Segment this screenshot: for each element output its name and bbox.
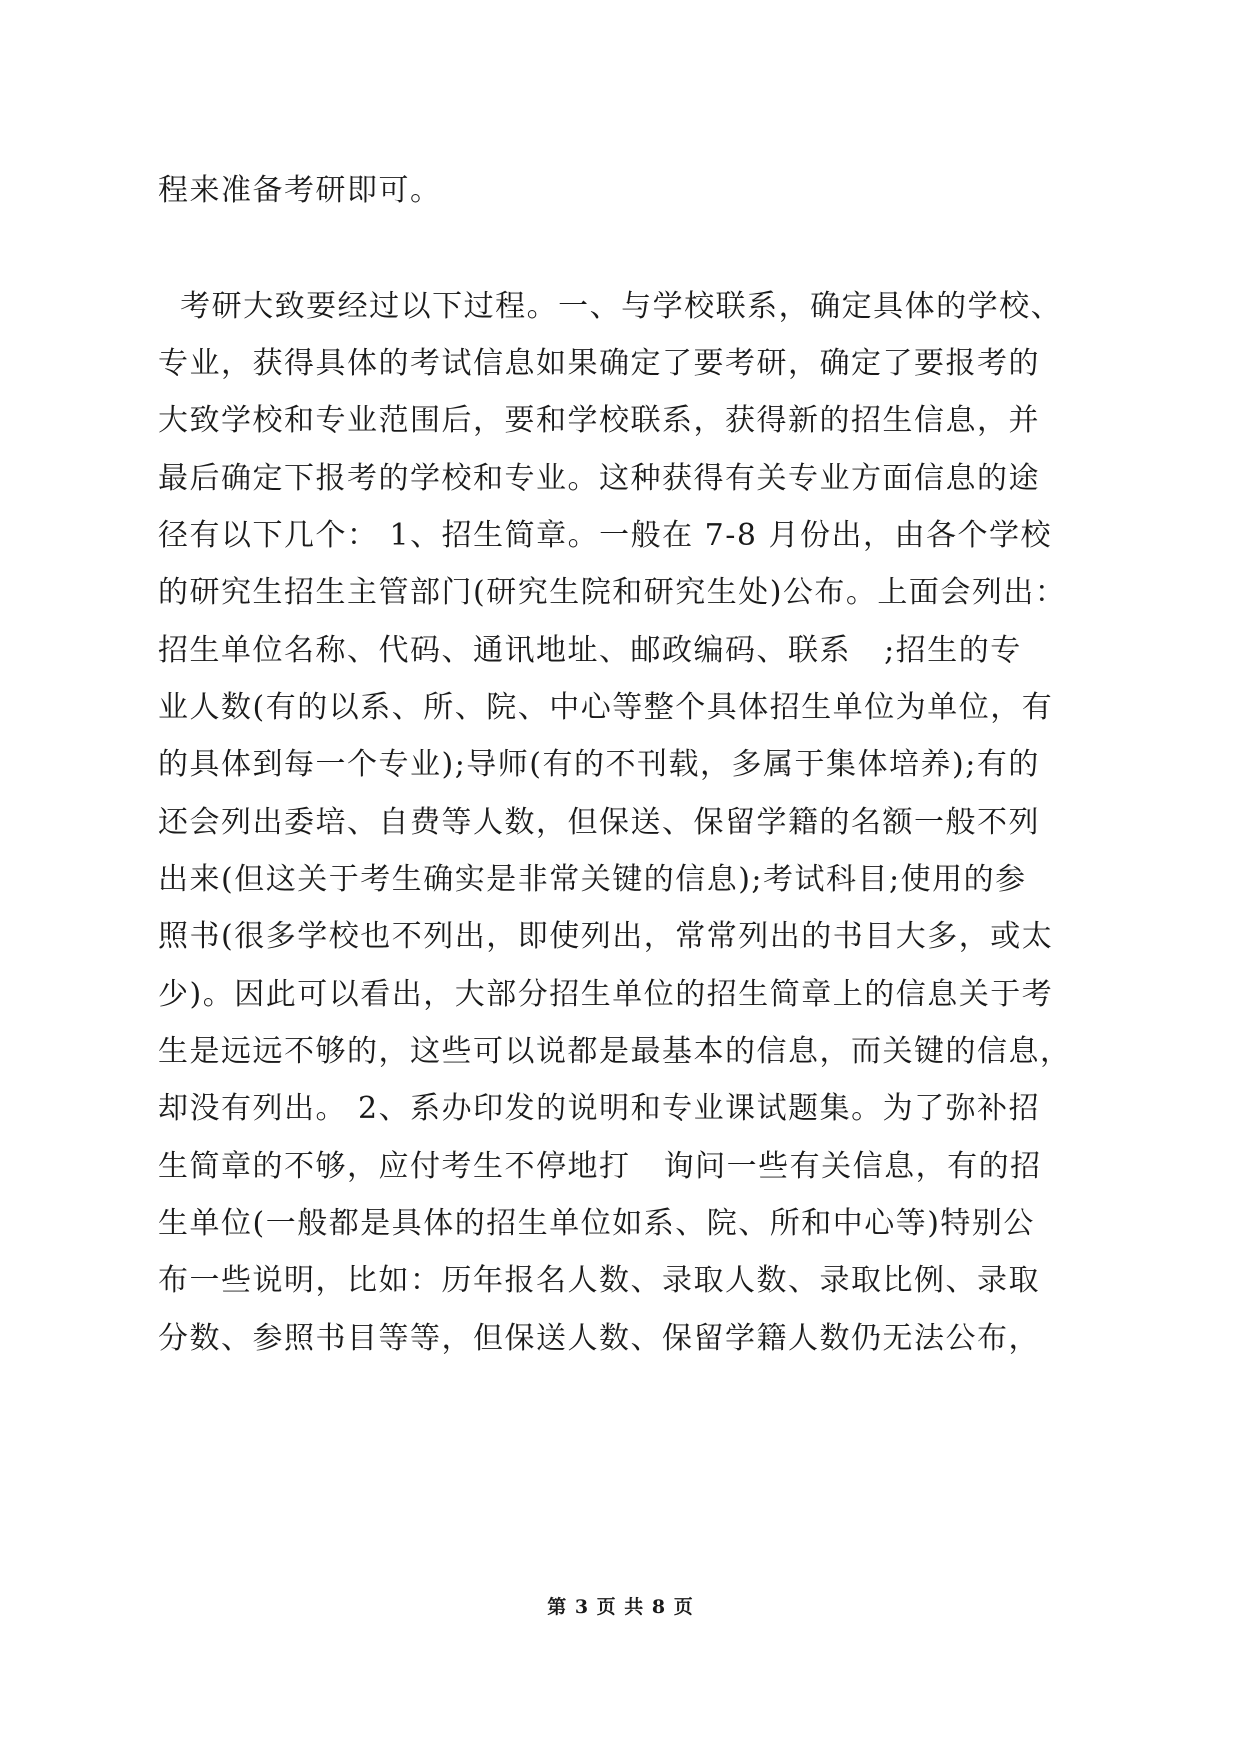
text-line: 专业，获得具体的考试信息如果确定了要考研，确定了要报考的	[158, 346, 1040, 381]
text-line: 出来(但这关于考生确实是非常关键的信息);考试科目;使用的参	[158, 862, 1027, 897]
text-line: 分数、参照书目等等，但保送人数、保留学籍人数仍无法公布，	[158, 1321, 1040, 1356]
text-line: 还会列出委培、自费等人数，但保送、保留学籍的名额一般不列	[158, 805, 1040, 840]
text-line: 生是远远不够的，这些可以说都是最基本的信息，而关键的信息，	[158, 1034, 1072, 1069]
text-line: 少)。因此可以看出，大部分招生单位的招生简章上的信息关于考	[158, 977, 1054, 1012]
text-line: 最后确定下报考的学校和专业。这种获得有关专业方面信息的途	[158, 461, 1040, 496]
text-line: 的具体到每一个专业);导师(有的不刊载，多属于集体培养);有的	[158, 747, 1040, 782]
text-line: 径有以下几个： 1、招生简章。一般在 7-8 月份出，由各个学校	[158, 518, 1053, 553]
text-line: 布一些说明，比如：历年报名人数、录取人数、录取比例、录取	[158, 1263, 1040, 1298]
page-footer: 第 3 页 共 8 页	[547, 1596, 694, 1618]
text-line: 却没有列出。 2、系办印发的说明和专业课试题集。为了弥补招	[158, 1091, 1041, 1126]
text-line: 生简章的不够，应付考生不停地打 询问一些有关信息，有的招	[158, 1149, 1042, 1184]
text-line: 招生单位名称、代码、通讯地址、邮政编码、联系 ;招生的专	[158, 633, 1022, 668]
text-line: 大致学校和专业范围后，要和学校联系，获得新的招生信息，并	[158, 403, 1040, 438]
text-line: 的研究生招生主管部门(研究生院和研究生处)公布。上面会列出：	[158, 575, 1067, 610]
text-line: 照书(很多学校也不列出，即使列出，常常列出的书目大多，或太	[158, 919, 1054, 954]
text-line: 业人数(有的以系、所、院、中心等整个具体招生单位为单位，有	[158, 690, 1054, 725]
text-line: 考研大致要经过以下过程。一、与学校联系，确定具体的学校、	[158, 289, 1063, 324]
text-line: 程来准备考研即可。	[158, 173, 442, 208]
text-line: 生单位(一般都是具体的招生单位如系、院、所和中心等)特别公	[158, 1206, 1035, 1241]
